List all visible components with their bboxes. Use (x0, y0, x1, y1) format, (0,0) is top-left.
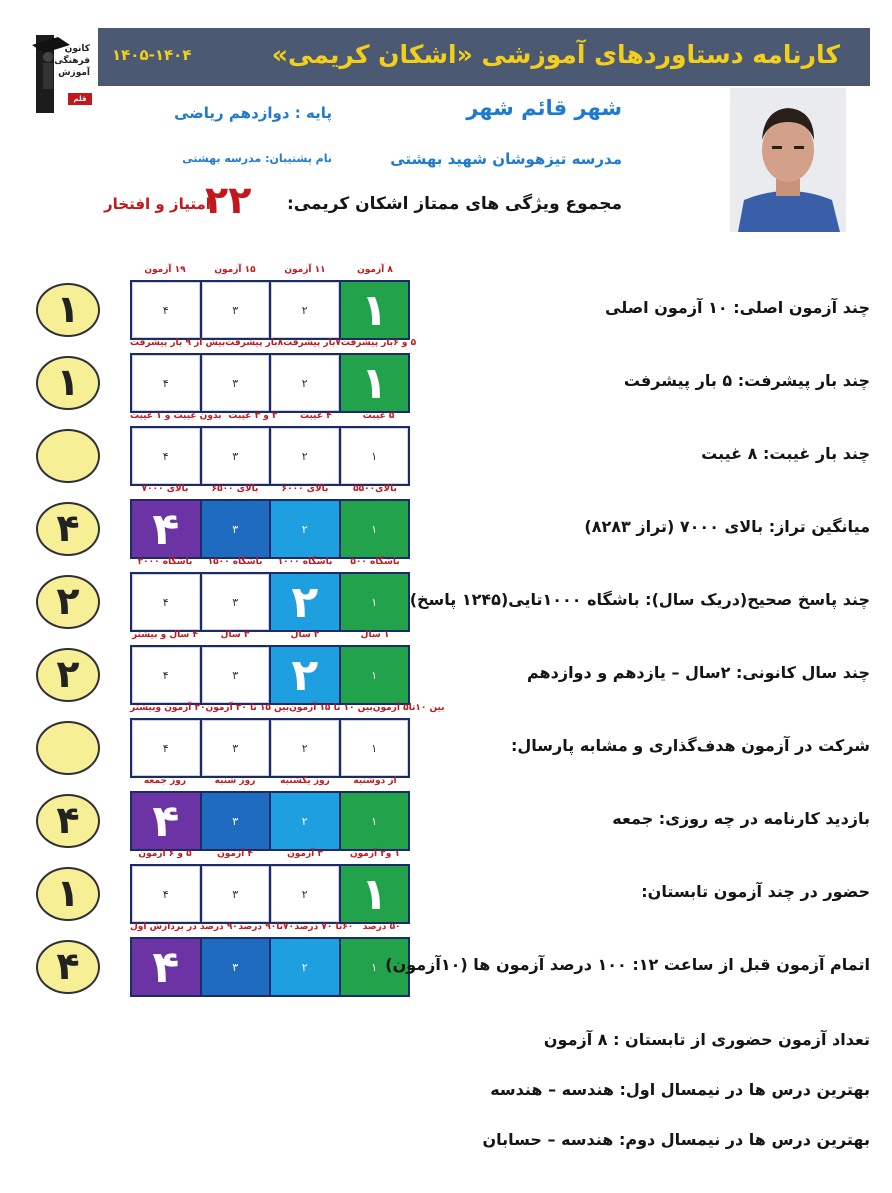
score-cell: ۳ (202, 282, 270, 338)
criterion-question: چند پاسخ صحیح(دریک سال): باشگاه ۱۰۰۰تایی(۱۲۴۵ پاسخ) (409, 590, 870, 609)
score-circle (36, 721, 100, 775)
score-cell: ۲ (271, 501, 339, 557)
score-cell: ۳ (202, 574, 270, 630)
score-cell: ۳ (202, 647, 270, 703)
score-cell: ۱ (341, 720, 409, 776)
score-cell: ۴ (132, 720, 200, 776)
score-cell: ۳ (202, 793, 270, 849)
column-label: ۵ غیبت (362, 411, 395, 421)
column-label: ۱۱ آزمون (284, 265, 326, 275)
row-header-labels (130, 849, 410, 859)
score-circle: ۲ (36, 575, 100, 629)
score-grid (130, 864, 410, 924)
score-grid (130, 572, 410, 632)
row-header-labels (130, 338, 417, 348)
column-label: ۵۰ درصد (362, 922, 401, 932)
criterion-question: چند بار غیبت: ۸ غیبت (701, 444, 870, 463)
column-label: ۸بار پیشرفت (225, 338, 284, 348)
column-label: ۱ سال (360, 630, 390, 640)
criterion-question: چند سال کانونی: ۲سال – یازدهم و دوازدهم (527, 663, 870, 682)
score-cell: ۴ (132, 574, 200, 630)
column-label: ۱۵ آزمون (214, 265, 256, 275)
logo-text-2: فرهنگی (54, 56, 90, 66)
best-subjects-first-term: بهترین درس ها در نیمسال اول: هندسه – هندسه (490, 1080, 870, 1099)
score-grid (130, 645, 410, 705)
score-cell: ۳ (202, 501, 270, 557)
total-features-value: ۲۲ (205, 178, 252, 222)
score-cell: ۱ (341, 282, 409, 338)
score-grid (130, 499, 410, 559)
score-grid (130, 937, 410, 997)
column-label: بین ۱۰تا۵ آزمون (372, 703, 445, 713)
score-circle: ۲ (36, 648, 100, 702)
score-cell: ۲ (271, 574, 339, 630)
score-cell: ۴ (132, 355, 200, 411)
column-label: ۱۹ آزمون (144, 265, 186, 275)
column-label: از دوشنبه (353, 776, 397, 786)
row-header-labels (130, 630, 410, 640)
score-cell: ۳ (202, 866, 270, 922)
column-label: ۲ سال (290, 630, 320, 640)
score-cell: ۴ (132, 428, 200, 484)
score-circle: ۱ (36, 283, 100, 337)
score-cell: ۲ (271, 355, 339, 411)
score-grid (130, 426, 410, 486)
score-cell: ۴ (132, 939, 200, 995)
row-header-labels (130, 265, 410, 275)
column-label: باشگاه ۱۰۰۰ (277, 557, 333, 567)
score-cell: ۲ (271, 428, 339, 484)
logo-text-3: آموزش (58, 68, 90, 78)
score-circle: ۱ (36, 356, 100, 410)
column-label: بالای ۶۰۰۰ (281, 484, 329, 494)
score-cell: ۱ (341, 574, 409, 630)
column-label: ۸ آزمون (357, 265, 393, 275)
column-label: ۹۰ درصد در بردازش اول (130, 922, 238, 932)
column-label: ۵ و ۶بار پیشرفت (340, 338, 417, 348)
column-label: باشگاه ۱۵۰۰ (207, 557, 263, 567)
score-cell: ۲ (271, 720, 339, 776)
total-features-suffix: امتیاز و افتخار (104, 195, 211, 213)
score-cell: ۱ (341, 793, 409, 849)
score-cell: ۳ (202, 428, 270, 484)
column-label: باشگاه ۲۰۰۰ (137, 557, 193, 567)
score-circle: ۱ (36, 867, 100, 921)
column-label: بین ۱۵ تا ۲۰ آزمون (205, 703, 290, 713)
city-label: شهر قائم شهر (466, 96, 622, 120)
score-grid (130, 791, 410, 851)
row-header-labels (130, 922, 410, 932)
score-cell: ۱ (341, 939, 409, 995)
row-header-labels (130, 484, 410, 494)
score-cell: ۴ (132, 793, 200, 849)
row-header-labels (130, 557, 410, 567)
row-header-labels (130, 703, 445, 713)
score-cell: ۱ (341, 428, 409, 484)
score-grid (130, 353, 410, 413)
score-cell: ۲ (271, 282, 339, 338)
score-cell: ۱ (341, 647, 409, 703)
support-name-label: نام پشتیبان: مدرسه بهشتی (182, 152, 332, 165)
header-bar (98, 28, 870, 86)
row-header-labels (130, 776, 410, 786)
score-grid (130, 280, 410, 340)
column-label: ۲ و ۳ غیبت (228, 411, 278, 421)
column-label: ۴ آزمون (217, 849, 253, 859)
kanoon-logo (30, 33, 92, 115)
column-label: ۳ آزمون (287, 849, 323, 859)
column-label: ۴ غیبت (299, 411, 332, 421)
column-label: بالای ۷۰۰۰ (141, 484, 189, 494)
column-label: ۵ و ۶ آزمون (138, 849, 192, 859)
score-cell: ۳ (202, 355, 270, 411)
criterion-question: چند بار پیشرفت: ۵ بار پیشرفت (623, 371, 870, 390)
criterion-question: بازدید کارنامه در چه روزی: جمعه (612, 809, 870, 828)
best-subjects-second-term: بهترین درس ها در نیمسال دوم: هندسه – حسابان (482, 1130, 870, 1149)
column-label: بین ۱۰ تا ۱۵ آزمون (289, 703, 373, 713)
score-grid (130, 718, 410, 778)
column-label: ۳ سال (220, 630, 250, 640)
criterion-question: اتمام آزمون قبل از ساعت ۱۲: ۱۰۰ درصد آزمون ها (۱۰آزمون) (385, 955, 870, 974)
column-label: بدون غیبت و ۱ غیبت (130, 411, 222, 421)
summer-exam-count: تعداد آزمون حضوری از تابستان : ۸ آزمون (543, 1030, 870, 1049)
column-label: ۴ سال و بیشتر (131, 630, 199, 640)
student-photo (730, 88, 846, 232)
score-cell: ۱ (341, 866, 409, 922)
score-cell: ۱ (341, 355, 409, 411)
score-cell: ۲ (271, 647, 339, 703)
column-label: روز جمعه (143, 776, 187, 786)
score-cell: ۴ (132, 282, 200, 338)
total-features-label: مجموع ویژگی های ممتاز اشکان کریمی: (287, 194, 622, 214)
column-label: بالای۵۵۰۰ (353, 484, 397, 494)
score-cell: ۴ (132, 501, 200, 557)
criterion-question: میانگین تراز: بالای ۷۰۰۰ (تراز ۸۲۸۳) (584, 517, 870, 536)
score-cell: ۳ (202, 720, 270, 776)
school-label: مدرسه تیزهوشان شهید بهشتی (390, 150, 622, 168)
row-header-labels (130, 411, 410, 421)
column-label: باشگاه ۵۰۰ (350, 557, 400, 567)
column-label: ۲۰ آزمون وبیشتر (130, 703, 206, 713)
grade-label: پایه : دوازدهم ریاضی (174, 104, 332, 122)
score-cell: ۱ (341, 501, 409, 557)
criterion-question: حضور در چند آزمون تابستان: (641, 882, 870, 901)
column-label: بیش از ۹ بار پیشرفت (130, 338, 226, 348)
criterion-question: چند آزمون اصلی: ۱۰ آزمون اصلی (605, 298, 870, 317)
logo-text-4: قلم چی (73, 95, 87, 115)
column-label: روز یکشنبه (280, 776, 330, 786)
column-label: ۷بار پیشرفت (283, 338, 341, 348)
score-cell: ۲ (271, 939, 339, 995)
column-label: ۶۰تا ۷۰ درصد (294, 922, 354, 932)
score-circle: ۴ (36, 940, 100, 994)
score-cell: ۲ (271, 866, 339, 922)
column-label: ۱ و۲ آزمون (349, 849, 401, 859)
column-label: بالای ۶۵۰۰ (211, 484, 259, 494)
criterion-question: شرکت در آزمون هدف‌گذاری و مشابه پارسال: (511, 736, 870, 755)
report-years: ۱۴۰۵-۱۴۰۴ (112, 46, 192, 64)
report-title: کارنامه دستاوردهای آموزشی «اشکان کریمی» (271, 40, 840, 69)
score-cell: ۳ (202, 939, 270, 995)
score-circle (36, 429, 100, 483)
score-circle: ۴ (36, 794, 100, 848)
logo-text-1: کانون (64, 44, 90, 54)
score-cell: ۲ (271, 793, 339, 849)
score-cell: ۴ (132, 866, 200, 922)
column-label: ۷۰تا۹۰ درصد (238, 922, 294, 932)
score-cell: ۴ (132, 647, 200, 703)
column-label: روز شنبه (214, 776, 256, 786)
score-circle: ۴ (36, 502, 100, 556)
